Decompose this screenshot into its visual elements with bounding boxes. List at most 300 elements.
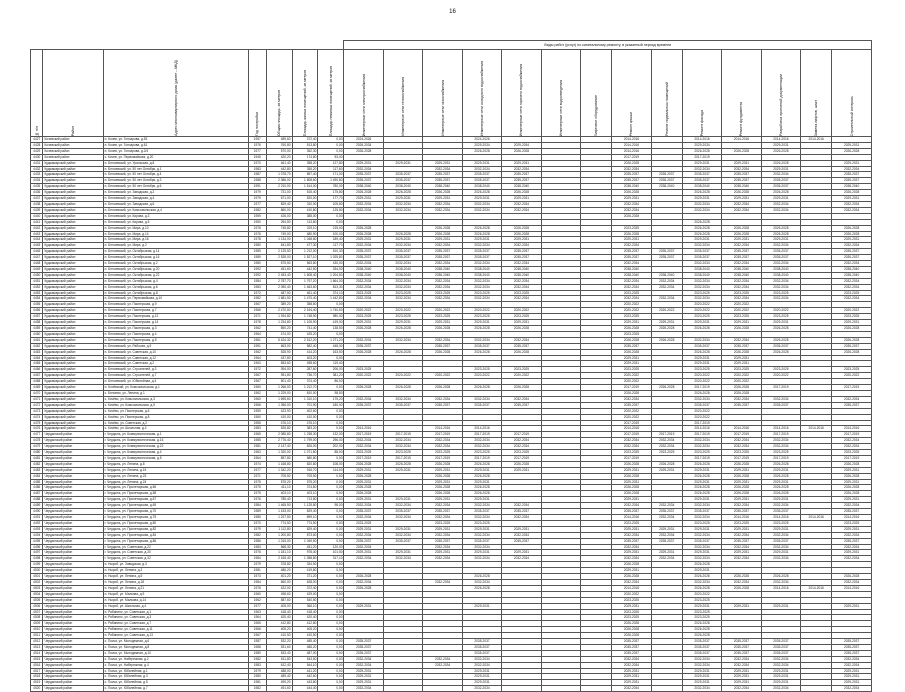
district-cell: Кудымкарский район xyxy=(43,343,103,349)
nonliving-area-cell: 0,00 xyxy=(318,686,344,692)
work-period-cell: 2014-2016 xyxy=(612,585,651,591)
work-period-cell: 2035-2037 xyxy=(462,650,501,656)
row-number: 4490 xyxy=(31,509,43,515)
work-period-cell: 2032-2034 xyxy=(722,337,761,343)
row-number: 4476 xyxy=(31,426,43,432)
total-area-cell: 2 470,50 xyxy=(266,308,292,314)
work-period-cell: 2014-2016 xyxy=(832,585,872,591)
work-period-cell: 2038-2040 xyxy=(682,266,721,272)
district-cell: Кудымкарский район xyxy=(43,261,103,267)
row-number: 4437 xyxy=(31,196,43,202)
work-period-cell: 2032-2034 xyxy=(383,515,422,521)
work-period-cell: 2032-2034 xyxy=(612,207,651,213)
work-period-cell: 2023-2025 xyxy=(682,520,721,526)
work-period-cell: 2026-2028 xyxy=(682,219,721,225)
work-period-cell: 2032-2034 xyxy=(344,444,383,450)
address-cell: п. Белоевский, ул. Октябрьская, д.16 xyxy=(103,255,248,261)
work-period-cell: 2026-2028 xyxy=(761,574,800,580)
work-period-cell: 2032-2034 xyxy=(423,656,462,662)
work-period-cell: 2032-2034 xyxy=(832,686,872,692)
district-cell: Чердынский район xyxy=(43,603,103,609)
living-area-cell: 705,50 xyxy=(292,473,318,479)
year-cell: 1976 xyxy=(248,497,266,503)
work-period-cell: 2038-2040 xyxy=(612,266,651,272)
total-area-cell: 498,60 xyxy=(266,591,292,597)
capital-repair-table-container xyxy=(30,40,872,692)
year-cell: 1975 xyxy=(248,479,266,485)
work-period-cell: 2032-2034 xyxy=(832,284,872,290)
living-area-cell: 1 358,80 xyxy=(292,556,318,562)
work-period-cell: 2023-2025 xyxy=(682,597,721,603)
work-period-cell: 2032-2034 xyxy=(462,444,501,450)
work-period-cell: 2023-2025 xyxy=(423,314,462,320)
work-period-cell: 2020-2022 xyxy=(502,308,541,314)
work-period-cell: 2017-2019 xyxy=(682,420,721,426)
living-area-cell: 1 608,40 xyxy=(292,272,318,278)
year-cell: 1989 xyxy=(248,249,266,255)
work-period-cell: 2035-2037 xyxy=(761,255,800,261)
work-period-cell: 2032-2034 xyxy=(502,278,541,284)
work-period-cell: 2020-2022 xyxy=(383,308,422,314)
work-period-cell: 2035-2037 xyxy=(502,509,541,515)
total-area-cell: 2 787,70 xyxy=(266,278,292,284)
year-cell: 1945 xyxy=(248,154,266,160)
work-period-cell: 2035-2037 xyxy=(722,172,761,178)
district-cell: Чердынский район xyxy=(43,532,103,538)
row-number: 4475 xyxy=(31,420,43,426)
district-cell: Кудымкарский район xyxy=(43,160,103,166)
year-cell: 1963 xyxy=(248,450,266,456)
work-period-cell: 2029-2031 xyxy=(832,479,872,485)
work-period-cell: 2032-2034 xyxy=(344,166,383,172)
row-number: 4516 xyxy=(31,662,43,668)
nonliving-area-cell: 132,00 xyxy=(318,432,344,438)
work-period-cell: 2023-2025 xyxy=(761,450,800,456)
work-period-cell: 2032-2034 xyxy=(832,438,872,444)
year-cell: 1960 xyxy=(248,385,266,391)
work-period-cell: 2017-2019 xyxy=(612,455,651,461)
work-period-cell: 2017-2019 xyxy=(612,432,651,438)
address-cell: с. Кочёво, ул. Советская, д.2 xyxy=(103,420,248,426)
work-period-cell: 2020-2022 xyxy=(832,373,872,379)
total-area-cell: 487,50 xyxy=(266,290,292,296)
work-period-cell: 2029-2031 xyxy=(462,467,501,473)
work-period-cell: 2035-2037 xyxy=(832,172,872,178)
nonliving-area-cell: 138,50 xyxy=(318,326,344,332)
total-area-cell: 2 147,40 xyxy=(266,444,292,450)
district-cell: Кудымкарский район xyxy=(43,349,103,355)
work-period-cell: 2038-2040 xyxy=(423,266,462,272)
work-period-cell: 2020-2022 xyxy=(344,308,383,314)
total-area-cell: 1 342,20 xyxy=(266,467,292,473)
living-area-cell: 1 125,80 xyxy=(292,503,318,509)
year-cell: 1965 xyxy=(248,432,266,438)
year-cell: 1963 xyxy=(248,361,266,367)
work-period-cell: 2029-2031 xyxy=(612,550,651,556)
work-period-cell: 2032-2034 xyxy=(462,656,501,662)
living-area-cell: 1 310,10 xyxy=(292,396,318,402)
living-area-cell: 420,40 xyxy=(292,615,318,621)
address-cell: п. Белоевский, ул. Юбилейная, д.4 xyxy=(103,379,248,385)
col-header-district: Район xyxy=(43,50,103,137)
address-cell: г. Чердынь, ул. Пролетарская, д.86 xyxy=(103,538,248,544)
total-area-cell: 587,60 xyxy=(266,597,292,603)
address-cell: п. Белоевский, ул. Мира, д.14 xyxy=(103,231,248,237)
row-number: 4433 xyxy=(31,172,43,178)
row-number: 4506 xyxy=(31,603,43,609)
work-period-cell: 2026-2028 xyxy=(462,190,501,196)
work-period-cell: 2029-2031 xyxy=(682,568,721,574)
total-area-cell: 525,80 xyxy=(266,426,292,432)
living-area-cell: 628,00 xyxy=(292,579,318,585)
work-period-cell: 2035-2037 xyxy=(761,249,800,255)
work-period-cell: 2035-2037 xyxy=(423,249,462,255)
nonliving-area-cell: 0,00 xyxy=(318,668,344,674)
nonliving-area-cell: 0,00 xyxy=(318,414,344,420)
year-cell: 1976 xyxy=(248,225,266,231)
work-period-cell: 2035-2037 xyxy=(462,178,501,184)
year-cell: 1983 xyxy=(248,662,266,668)
work-period-cell: 2029-2031 xyxy=(344,668,383,674)
col-header-work: Ремонт подвальных помещений xyxy=(651,50,682,137)
work-period-cell: 2029-2031 xyxy=(682,320,721,326)
district-cell: Кудымкарский район xyxy=(43,402,103,408)
district-cell: Кудымкарский район xyxy=(43,320,103,326)
work-period-cell: 2032-2034 xyxy=(612,662,651,668)
work-period-cell: 2032-2034 xyxy=(462,296,501,302)
work-period-cell: 2023-2025 xyxy=(612,450,651,456)
work-period-cell: 2017-2019 xyxy=(612,420,651,426)
address-cell: п. Белоевский, ул. Пионерская, д.5 xyxy=(103,337,248,343)
work-period-cell: 2032-2034 xyxy=(423,662,462,668)
work-period-cell: 2032-2034 xyxy=(722,284,761,290)
work-period-cell xyxy=(651,686,682,692)
living-area-cell: 374,60 xyxy=(292,485,318,491)
work-period-cell: 2035-2037 xyxy=(722,402,761,408)
living-area-cell: 410,50 xyxy=(292,633,318,639)
work-period-cell: 2023-2025 xyxy=(612,367,651,373)
living-area-cell: 441,20 xyxy=(292,668,318,674)
living-area-cell: 442,50 xyxy=(292,266,318,272)
district-cell: Кудымкарский район xyxy=(43,172,103,178)
work-period-cell: 2026-2028 xyxy=(651,326,682,332)
work-period-cell: 2023-2025 xyxy=(612,290,651,296)
address-cell: п. Кочев, ул. Гончарова, д.2/4 xyxy=(103,148,248,154)
living-area-cell: 857,40 xyxy=(292,172,318,178)
living-area-cell: 310,00 xyxy=(292,201,318,207)
work-period-cell: 2032-2034 xyxy=(761,243,800,249)
work-period-cell: 2026-2028 xyxy=(423,485,462,491)
year-cell: 1975 xyxy=(248,485,266,491)
living-area-cell: 487,00 xyxy=(292,650,318,656)
total-area-cell: 405,20 xyxy=(266,627,292,633)
work-period-cell: 2017-2019 xyxy=(612,154,651,160)
work-period-cell: 2032-2034 xyxy=(761,172,800,178)
work-period-cell: 2029-2031 xyxy=(462,196,501,202)
work-period-cell: 2032-2034 xyxy=(761,201,800,207)
work-period-cell: 2035-2037 xyxy=(651,172,682,178)
nonliving-area-cell: 0,00 xyxy=(318,455,344,461)
work-period-cell: 2032-2034 xyxy=(612,166,651,172)
total-area-cell: 489,40 xyxy=(266,674,292,680)
work-period-cell: 2032-2034 xyxy=(502,284,541,290)
year-cell: 1991 xyxy=(248,184,266,190)
total-area-cell: 1 112,80 xyxy=(266,526,292,532)
work-period-cell: 2035-2037 xyxy=(502,178,541,184)
work-period-cell: 2026-2028 xyxy=(761,225,800,231)
work-period-cell: 2032-2034 xyxy=(722,503,761,509)
year-cell: 1992 xyxy=(248,272,266,278)
work-period-cell: 2017-2019 xyxy=(344,455,383,461)
year-cell: 1974 xyxy=(248,461,266,467)
nonliving-area-cell: 374,10 xyxy=(318,290,344,296)
work-period-cell: 2032-2034 xyxy=(344,278,383,284)
work-period-cell: 2029-2031 xyxy=(722,467,761,473)
district-cell: Чердынский район xyxy=(43,526,103,532)
work-period-cell: 2029-2031 xyxy=(612,603,651,609)
work-period-cell: 2029-2031 xyxy=(462,320,501,326)
work-period-cell: 2029-2031 xyxy=(722,237,761,243)
work-period-cell: 2029-2031 xyxy=(761,550,800,556)
work-period-cell: 2026-2028 xyxy=(682,491,721,497)
total-area-cell: 418,40 xyxy=(266,609,292,615)
address-cell: п. Белоевский, ул. Октябрьская, д.6 xyxy=(103,284,248,290)
address-cell: г. Чердынь, ул. Пролетарская, д.56 xyxy=(103,485,248,491)
work-period-cell: 2032-2034 xyxy=(832,544,872,550)
work-period-cell: 2032-2034 xyxy=(344,207,383,213)
work-period-cell: 2032-2034 xyxy=(423,284,462,290)
work-period-cell: 2032-2034 xyxy=(682,544,721,550)
work-period-cell: 2029-2031 xyxy=(682,237,721,243)
year-cell: 1981 xyxy=(248,444,266,450)
work-period-cell: 2024-2026 xyxy=(344,137,383,143)
row-number: 4452 xyxy=(31,284,43,290)
address-cell: п. Белоевский, ул. Советская, д.2 xyxy=(103,361,248,367)
row-number: 4465 xyxy=(31,361,43,367)
total-area-cell: 774,50 xyxy=(266,520,292,526)
work-period-cell: 2032-2034 xyxy=(344,662,383,668)
work-period-cell: 2032-2034 xyxy=(383,243,422,249)
col-header-work: Ремонт фундамента xyxy=(722,50,761,137)
address-cell: п. Белоевский, ул. Советская, д.12 xyxy=(103,355,248,361)
work-period-cell: 2029-2031 xyxy=(722,160,761,166)
work-period-cell: 2026-2028 xyxy=(383,349,422,355)
work-period-cell: 2026-2028 xyxy=(383,461,422,467)
work-period-cell: 2032-2034 xyxy=(682,686,721,692)
work-period-cell: 2032-2034 xyxy=(344,296,383,302)
work-period-cell: 2023-2025 xyxy=(344,450,383,456)
nonliving-area-cell: 448,00 xyxy=(318,343,344,349)
work-period-cell: 2020-2022 xyxy=(722,308,761,314)
work-period-cell: 2017-2019 xyxy=(761,385,800,391)
work-period-cell: 2032-2034 xyxy=(462,207,501,213)
work-period-cell: 2026-2028 xyxy=(761,190,800,196)
work-period-cell: 2032-2034 xyxy=(722,444,761,450)
year-cell: 1984 xyxy=(248,503,266,509)
work-period-cell: 2026-2028 xyxy=(423,349,462,355)
work-period-cell: 2029-2031 xyxy=(612,355,651,361)
year-cell: 1982 xyxy=(248,686,266,692)
total-area-cell: 476,10 xyxy=(266,420,292,426)
work-period-cell: 2035-2037 xyxy=(612,650,651,656)
district-cell: Кудымкарский район xyxy=(43,190,103,196)
work-period-cell: 2032-2034 xyxy=(682,337,721,343)
col-header-work: Инженерные сети электроснабжения xyxy=(344,50,383,137)
row-number: 4484 xyxy=(31,473,43,479)
work-period-cell: 2026-2028 xyxy=(612,562,651,568)
work-period-cell: 2023-2025 xyxy=(502,290,541,296)
work-period-cell: 2032-2034 xyxy=(502,396,541,402)
work-period-cell: 2026-2028 xyxy=(423,461,462,467)
work-period-cell: 2026-2028 xyxy=(502,231,541,237)
work-period-cell: 2026-2028 xyxy=(832,231,872,237)
work-period-cell: 2029-2031 xyxy=(423,196,462,202)
living-area-cell: 2 164,40 xyxy=(292,308,318,314)
work-period-cell: 2032-2034 xyxy=(423,261,462,267)
living-area-cell: 2 512,20 xyxy=(292,337,318,343)
total-area-cell: 461,40 xyxy=(266,160,292,166)
work-period-cell: 2023-2025 xyxy=(722,290,761,296)
work-period-cell: 2032-2034 xyxy=(344,261,383,267)
total-area-cell: 2 085,80 xyxy=(266,432,292,438)
total-area-cell: 2 165,40 xyxy=(266,556,292,562)
work-period-cell: 2029-2031 xyxy=(344,497,383,503)
district-cell: Кудымкарский район xyxy=(43,272,103,278)
living-area-cell: 582,40 xyxy=(292,343,318,349)
living-area-cell: 461,40 xyxy=(292,290,318,296)
address-cell: п. Кочёвский, ул. Комсомольская, д.1 xyxy=(103,385,248,391)
work-period-cell: 2038-2040 xyxy=(502,184,541,190)
work-period-cell: 2029-2031 xyxy=(612,674,651,680)
work-period-cell: 2029-2031 xyxy=(462,497,501,503)
year-cell: 1962 xyxy=(248,390,266,396)
living-area-cell: 402,60 xyxy=(292,408,318,414)
work-period-cell: 2038-2040 xyxy=(383,272,422,278)
year-cell: 1976 xyxy=(248,550,266,556)
work-period-cell: 2026-2028 xyxy=(722,390,761,396)
work-period-cell: 2023-2025 xyxy=(462,520,501,526)
address-cell: п. Ныроб, ул. Малкова, д.9 xyxy=(103,591,248,597)
district-cell: Кудымкарский район xyxy=(43,266,103,272)
work-period-cell: 2029-2031 xyxy=(344,467,383,473)
nonliving-area-cell: 1 025,80 xyxy=(318,255,344,261)
total-area-cell: 705,50 xyxy=(266,473,292,479)
address-cell: п. Белоевский, ул. Советская, д.10 xyxy=(103,349,248,355)
address-cell: с. Покча, ул. Юбилейная, д.1 xyxy=(103,668,248,674)
work-period-cell: 2035-2037 xyxy=(344,343,383,349)
nonliving-area-cell: 0,00 xyxy=(318,473,344,479)
work-period-cell: 2032-2034 xyxy=(612,656,651,662)
work-period-cell: 2026-2028 xyxy=(832,337,872,343)
work-period-cell: 2035-2037 xyxy=(344,509,383,515)
work-period-cell: 2032-2034 xyxy=(682,532,721,538)
work-period-cell: 2029-2031 xyxy=(612,568,651,574)
work-period-cell: 2035-2037 xyxy=(761,644,800,650)
row-number: 4500 xyxy=(31,568,43,574)
nonliving-area-cell: 0,00 xyxy=(318,574,344,580)
total-area-cell: 1 465,50 xyxy=(266,503,292,509)
district-cell: Кудымкарский район xyxy=(43,178,103,184)
district-cell: Чердынский район xyxy=(43,455,103,461)
work-period-cell: 2035-2037 xyxy=(462,639,501,645)
work-period-cell: 2023-2025 xyxy=(722,450,761,456)
nonliving-area-cell: 0,00 xyxy=(318,420,344,426)
living-area-cell: 774,50 xyxy=(292,520,318,526)
work-period-cell: 2035-2037 xyxy=(612,249,651,255)
work-period-cell: 2020-2022 xyxy=(612,373,651,379)
work-period-cell: 2032-2034 xyxy=(651,284,682,290)
total-area-cell: 531,60 xyxy=(266,644,292,650)
work-period-cell: 2023-2025 xyxy=(462,450,501,456)
address-cell: п. Ныроб, ул. Ленина, д.18 xyxy=(103,579,248,585)
row-number: 4488 xyxy=(31,497,43,503)
row-number: 4515 xyxy=(31,656,43,662)
work-period-cell: 2020-2022 xyxy=(682,414,721,420)
work-period-cell: 2029-2031 xyxy=(462,160,501,166)
work-period-cell: 2032-2034 xyxy=(682,556,721,562)
nonliving-area-cell: 108,00 xyxy=(318,461,344,467)
work-period-cell: 2035-2037 xyxy=(423,343,462,349)
work-period-cell: 2026-2028 xyxy=(344,491,383,497)
row-number: 4456 xyxy=(31,308,43,314)
district-cell: Чердынский район xyxy=(43,633,103,639)
living-area-cell: 1 212,00 xyxy=(292,249,318,255)
year-cell: 1984 xyxy=(248,278,266,284)
living-area-cell: 371,20 xyxy=(292,574,318,580)
address-cell: г. Чердынь, ул. Ленина, д.23 xyxy=(103,473,248,479)
work-period-cell: 2026-2028 xyxy=(722,349,761,355)
living-area-cell: 113,80 xyxy=(292,219,318,225)
work-period-cell: 2035-2037 xyxy=(682,650,721,656)
living-area-cell: 425,20 xyxy=(292,331,318,337)
work-period-cell: 2029-2031 xyxy=(722,680,761,686)
work-period-cell: 2032-2034 xyxy=(832,166,872,172)
work-period-cell: 2014-2016 xyxy=(761,426,800,432)
work-period-cell: 2032-2034 xyxy=(761,656,800,662)
living-area-cell: 515,40 xyxy=(292,190,318,196)
address-cell: п. Белоевский, ул. Октябрьская, д.4 xyxy=(103,278,248,284)
district-cell: Чердынский район xyxy=(43,615,103,621)
work-period-cell: 2023-2025 xyxy=(722,520,761,526)
total-area-cell: 749,00 xyxy=(266,231,292,237)
work-period-cell: 2032-2034 xyxy=(722,207,761,213)
work-period-cell: 2026-2028 xyxy=(344,574,383,580)
work-period-cell: 2014-2016 xyxy=(801,137,832,143)
work-period-cell: 2035-2037 xyxy=(423,178,462,184)
district-cell: Чердынский район xyxy=(43,479,103,485)
total-area-cell: 389,20 xyxy=(266,302,292,308)
work-period-cell: 2026-2028 xyxy=(682,225,721,231)
work-period-cell: 2032-2034 xyxy=(651,503,682,509)
work-period-cell: 2029-2031 xyxy=(383,526,422,532)
row-number: 4495 xyxy=(31,538,43,544)
work-period-cell: 2029-2031 xyxy=(423,550,462,556)
total-area-cell: 570,00 xyxy=(266,148,292,154)
work-period-cell: 2032-2034 xyxy=(462,337,501,343)
work-period-cell: 2032-2034 xyxy=(761,396,800,402)
work-period-cell: 2026-2028 xyxy=(761,461,800,467)
living-area-cell: 352,30 xyxy=(292,148,318,154)
address-cell: п. Белоевский, ул. Рабочая, д.9 xyxy=(103,343,248,349)
work-period-cell xyxy=(541,686,580,692)
nonliving-area-cell: 0,00 xyxy=(318,650,344,656)
work-period-cell: 2020-2022 xyxy=(423,373,462,379)
work-period-cell: 2038-2040 xyxy=(462,266,501,272)
page-number: 16 xyxy=(449,9,456,15)
work-period-cell: 2017-2019 xyxy=(462,432,501,438)
column-header-row xyxy=(31,50,872,137)
work-period-cell: 2032-2034 xyxy=(383,201,422,207)
